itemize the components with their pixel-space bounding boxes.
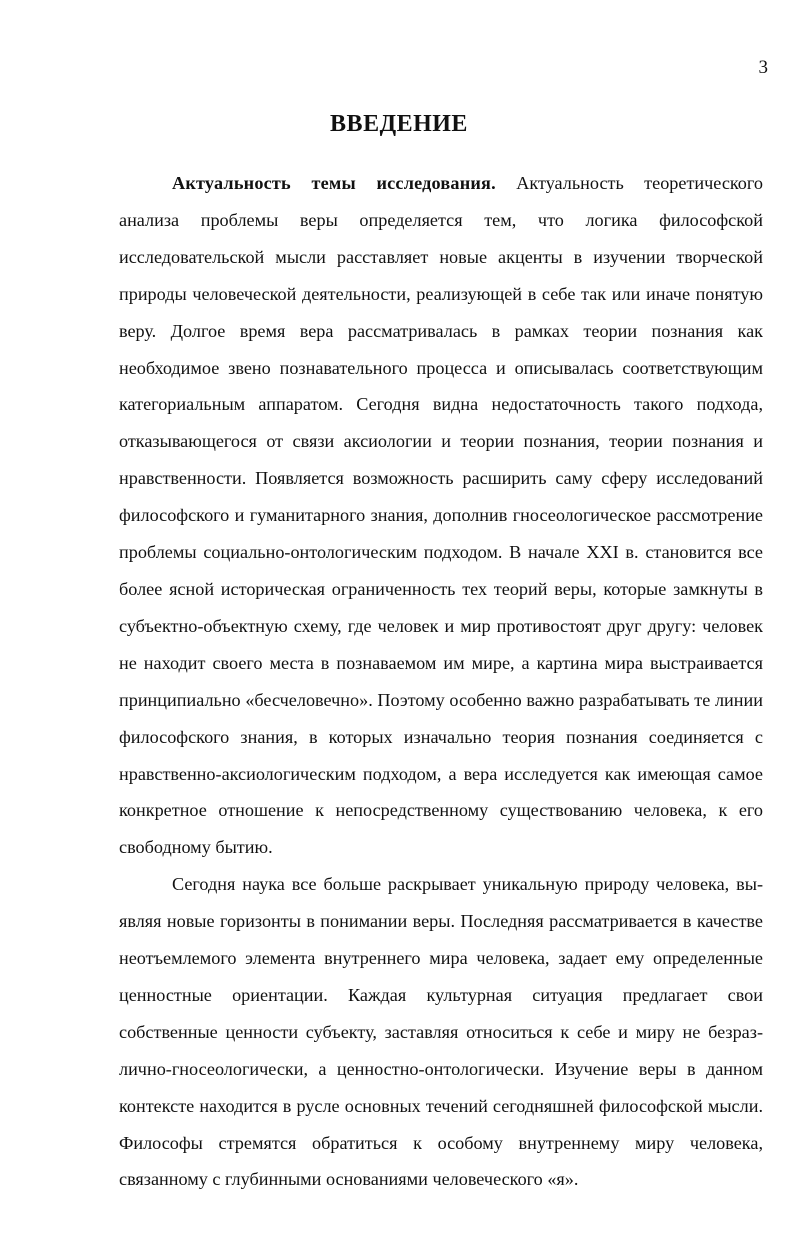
paragraph-text: Актуальность теоретического анализа проблемы веры определяется тем, что логика философской исследовательской мысли расставляет новые акценты в изучении творческой природы человеческой деятельности, реализующей в себе так или иначе понятую веру. Долгое время вера рассматривалась в рамках теории познания как необходимое звено познавательного процесса и описывалась соответствующим категориальным аппаратом. Сегодня видна недостаточность такого подхода, отказывающегося от связи аксиологии и теории познания, теории познания и нравственности. Появляется возможность расширить саму сферу исследований философского и гуманитарного знания, дополнив гносеологическое рассмотрение проблемы социально-онтологическим подходом. В начале XXI в. становится все более ясной историческая ограниченность тех теорий веры, которые замкнуты в субъектно-объектную схему, где человек и мир противостоят друг другу: человек не находит своего места в познаваемом им мире, а картина мира выстраивается принципиально «бесчеловечно». Поэтому особенно важно разрабатывать те линии философского знания, в которых изначально теория познания соединяется с нравственно-аксиологическим подходом, а вера исследуется как имеющая самое конкретное отношение к непосредственному существованию человека, к его свободному бытию. [119, 173, 763, 858]
body-text [119, 165, 763, 1198]
paragraph-1 [119, 165, 763, 866]
section-heading: ВВЕДЕНИЕ [330, 111, 468, 137]
page-number: 3 [758, 57, 768, 78]
paragraph-lead: Актуальность темы исследования. [172, 173, 496, 193]
paragraph-2 [119, 866, 763, 1198]
paragraph-text: Сегодня наука все больше раскрывает уникальную природу человека, выявляя новые горизонты в понимании веры. Последняя рассматривается в качестве неотъемлемого элемента внутреннего мира человека, задает ему определенные ценностные ориентации. Каждая культурная ситуация предлагает свои собственные ценности субъекту, заставляя относиться к себе и миру не безразлично-гносеологически, а ценностно-онтологически. Изучение веры в данном контексте находится в русле основных течений сегодняшней философской мысли. Философы стремятся обратиться к особому внутреннему миру человека, связанному с глубинными основаниями человеческого «я». [119, 874, 763, 1190]
